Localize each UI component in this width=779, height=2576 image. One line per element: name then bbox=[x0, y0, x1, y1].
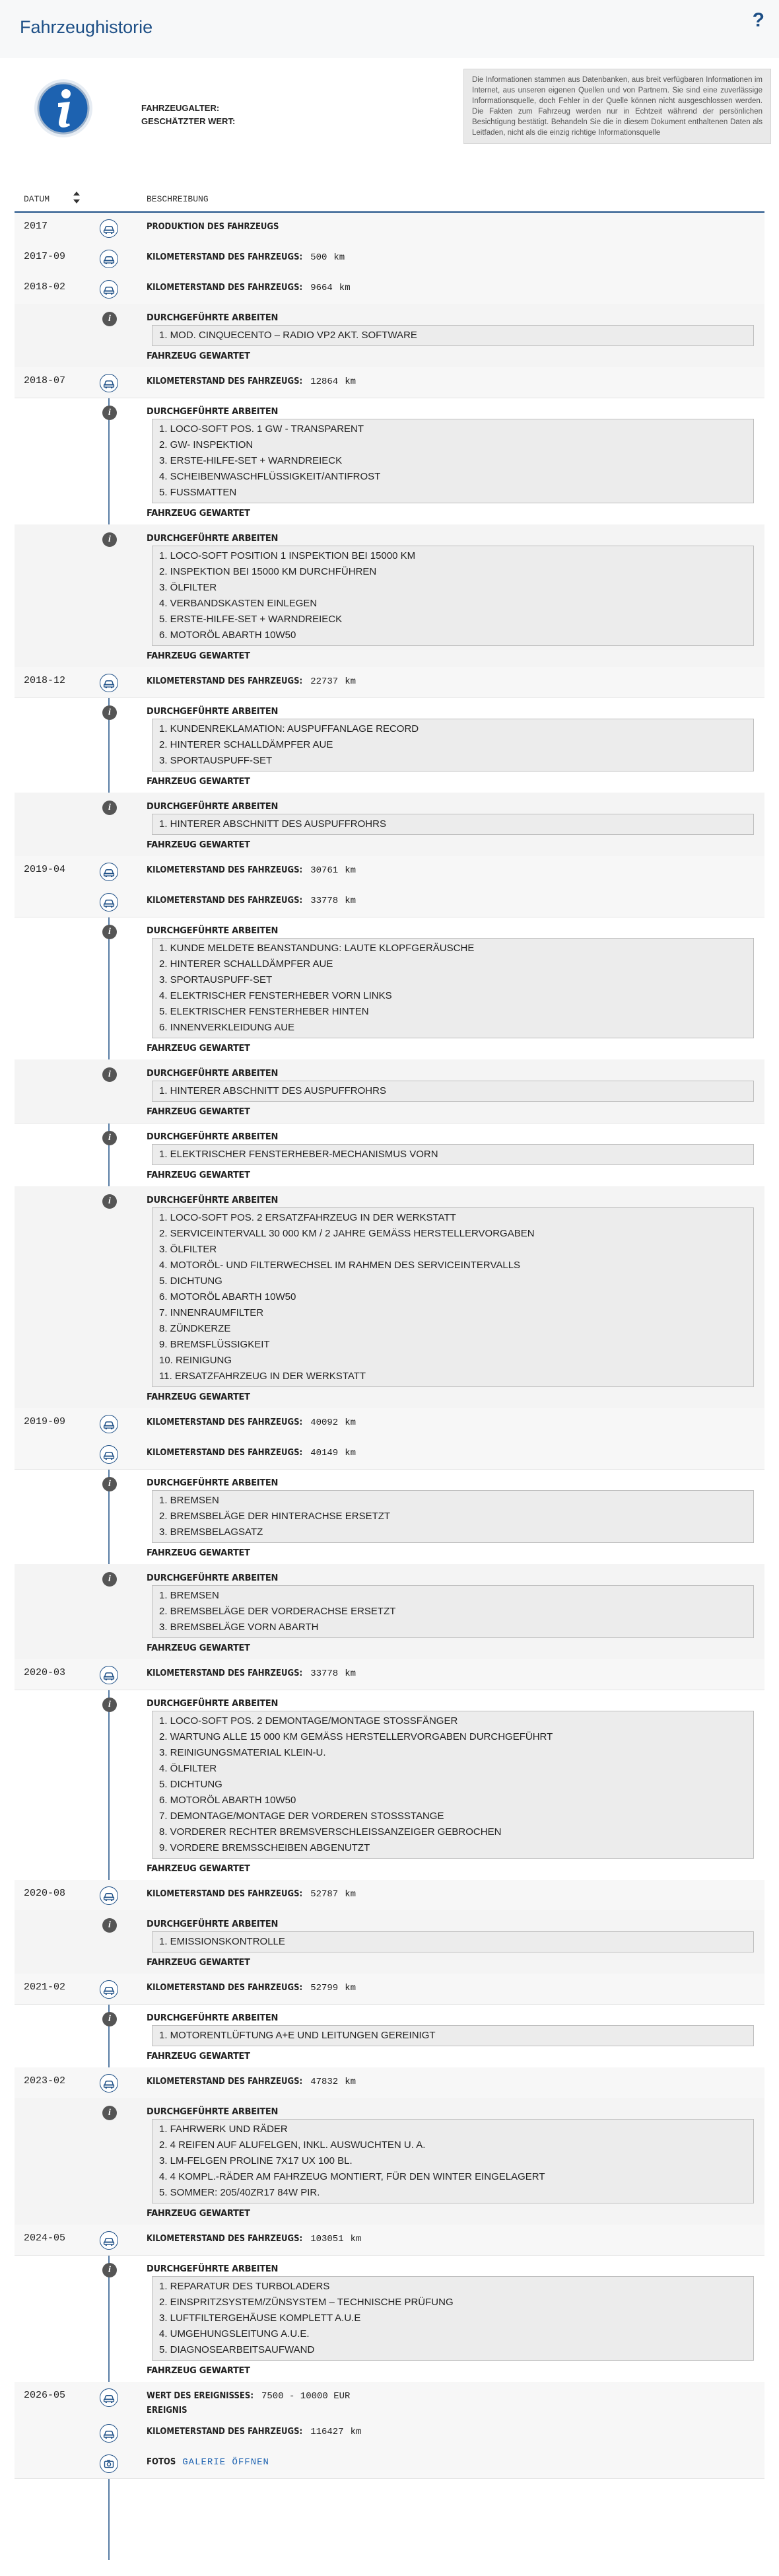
works-item: 11. ERSATZFAHRZEUG IN DER WERKSTATT bbox=[159, 1371, 366, 1382]
history-row bbox=[15, 856, 764, 887]
history-row bbox=[15, 1974, 764, 2005]
history-works-entry bbox=[15, 1469, 764, 1565]
works-item: 7. DEMONTAGE/MONTAGE DER VORDEREN STOSSSTANGE bbox=[159, 1810, 444, 1822]
serviced-label: FAHRZEUG GEWARTET bbox=[147, 1864, 250, 1874]
works-item: 5. DIAGNOSEARBEITSAUFWAND bbox=[159, 2344, 315, 2355]
mileage-unit: km bbox=[350, 2427, 362, 2437]
event-value: 7500 - 10000 EUR bbox=[261, 2391, 351, 2402]
history-row bbox=[15, 273, 764, 304]
history-works-entry bbox=[15, 1910, 764, 1974]
open-gallery-link[interactable]: GALERIE ÖFFNEN bbox=[182, 2457, 269, 2468]
car-node-icon bbox=[100, 250, 118, 268]
event-value-label: WERT DES EREIGNISSES: bbox=[147, 2391, 254, 2401]
works-item: 1. MOD. CINQUECENTO – RADIO VP2 AKT. SOFTWARE bbox=[159, 330, 417, 341]
info-icon: i bbox=[102, 312, 117, 326]
row-date: 2017 bbox=[24, 221, 48, 232]
serviced-label: FAHRZEUG GEWARTET bbox=[147, 1044, 250, 1054]
mileage-value: 500 bbox=[310, 252, 327, 263]
vehicle-age-label: FAHRZEUGALTER: bbox=[141, 103, 220, 113]
works-heading: DURCHGEFÜHRTE ARBEITEN bbox=[147, 534, 279, 544]
mileage-entry bbox=[147, 252, 345, 263]
works-list bbox=[152, 2276, 754, 2361]
serviced-label: FAHRZEUG GEWARTET bbox=[147, 1958, 250, 1968]
mileage-label: KILOMETERSTAND DES FAHRZEUGS: bbox=[147, 896, 303, 906]
car-node-icon bbox=[100, 2388, 118, 2407]
car-node-icon bbox=[100, 374, 118, 392]
works-list bbox=[152, 1490, 754, 1543]
works-list bbox=[152, 546, 754, 646]
works-item: 1. KUNDE MELDETE BEANSTANDUNG: LAUTE KLOPFGERÄUSCHE bbox=[159, 943, 475, 954]
works-item: 2. GW- INSPEKTION bbox=[159, 439, 254, 450]
header-bar bbox=[0, 0, 779, 58]
history-works-entry bbox=[15, 398, 764, 525]
works-item: 4. ELEKTRISCHER FENSTERHEBER VORN LINKS bbox=[159, 990, 392, 1001]
serviced-label: FAHRZEUG GEWARTET bbox=[147, 1643, 250, 1653]
works-item: 2. HINTERER SCHALLDÄMPFER AUE bbox=[159, 739, 333, 750]
works-item: 2. EINSPRITZSYSTEM/ZÜNSYSTEM – TECHNISCHE PRÜFUNG bbox=[159, 2297, 454, 2308]
row-date: 2021-02 bbox=[24, 1982, 66, 1993]
history-works-entry bbox=[15, 2098, 764, 2225]
mileage-label: KILOMETERSTAND DES FAHRZEUGS: bbox=[147, 283, 303, 293]
car-node-icon bbox=[100, 280, 118, 299]
history-works-entry bbox=[15, 1186, 764, 1409]
works-list bbox=[152, 2025, 754, 2046]
works-item: 8. ZÜNDKERZE bbox=[159, 1323, 231, 1334]
mileage-label: KILOMETERSTAND DES FAHRZEUGS: bbox=[147, 1417, 303, 1427]
works-item: 4. VERBANDSKASTEN EINLEGEN bbox=[159, 598, 318, 609]
car-node-icon bbox=[100, 219, 118, 238]
car-node-icon bbox=[100, 1666, 118, 1684]
works-heading: DURCHGEFÜHRTE ARBEITEN bbox=[147, 707, 279, 717]
disclaimer-box: Die Informationen stammen aus Datenbanken, aus breit verfügbaren Informationen im Internet, aus unseren eigenen Quellen und von Partnern. Sie sind eine zuverlässige Informationsquelle, doch Fehler in der Quelle können nicht ausgeschlossen werden. Die Fakten zum Fahrzeug werden nur in Echtzeit während der persönlichen Besichtigung bestätigt. Behandeln Sie die in diesem Dokument enthaltenen Daten als Leitfaden, nicht als die einzig richtige Informationsquelle bbox=[463, 69, 771, 144]
mileage-label: KILOMETERSTAND DES FAHRZEUGS: bbox=[147, 865, 303, 875]
works-item: 5. FUSSMATTEN bbox=[159, 487, 237, 498]
serviced-label: FAHRZEUG GEWARTET bbox=[147, 2366, 250, 2376]
mileage-unit: km bbox=[345, 865, 356, 876]
row-date: 2017-09 bbox=[24, 251, 66, 262]
works-item: 6. INNENVERKLEIDUNG AUE bbox=[159, 1022, 295, 1033]
mileage-label: KILOMETERSTAND DES FAHRZEUGS: bbox=[147, 676, 303, 686]
works-item: 3. SPORTAUSPUFF-SET bbox=[159, 974, 273, 985]
works-item: 4. 4 KOMPL.-RÄDER AM FAHRZEUG MONTIERT, FÜR DEN WINTER EINGELAGERT bbox=[159, 2171, 545, 2182]
car-node-icon bbox=[100, 893, 118, 912]
works-list bbox=[152, 325, 754, 346]
history-row bbox=[15, 1880, 764, 1911]
car-node-icon bbox=[100, 1445, 118, 1464]
works-list bbox=[152, 1144, 754, 1165]
works-item: 2. HINTERER SCHALLDÄMPFER AUE bbox=[159, 958, 333, 970]
works-item: 3. LM-FELGEN PROLINE 7X17 UX 100 BL. bbox=[159, 2155, 353, 2166]
info-icon: i bbox=[102, 532, 117, 547]
mileage-value: 47832 bbox=[310, 2077, 339, 2087]
works-heading: DURCHGEFÜHRTE ARBEITEN bbox=[147, 1069, 279, 1079]
mileage-entry bbox=[147, 865, 356, 876]
history-row bbox=[15, 1408, 764, 1439]
history-works-entry bbox=[15, 2004, 764, 2068]
info-icon: i bbox=[102, 1131, 117, 1145]
works-item: 3. ÖLFILTER bbox=[159, 1244, 217, 1255]
works-heading: DURCHGEFÜHRTE ARBEITEN bbox=[147, 1699, 279, 1709]
mileage-unit: km bbox=[345, 1668, 356, 1679]
mileage-label: KILOMETERSTAND DES FAHRZEUGS: bbox=[147, 2234, 303, 2244]
mileage-value: 33778 bbox=[310, 896, 339, 906]
works-item: 1. FAHRWERK UND RÄDER bbox=[159, 2124, 288, 2135]
info-icon: i bbox=[102, 1918, 117, 1933]
works-heading: DURCHGEFÜHRTE ARBEITEN bbox=[147, 926, 279, 936]
info-icon: i bbox=[102, 705, 117, 720]
info-logo-icon bbox=[33, 78, 94, 139]
works-item: 2. INSPEKTION BEI 15000 KM DURCHFÜHREN bbox=[159, 566, 377, 577]
mileage-unit: km bbox=[345, 1417, 356, 1428]
works-heading: DURCHGEFÜHRTE ARBEITEN bbox=[147, 1132, 279, 1142]
info-icon: i bbox=[102, 2263, 117, 2277]
row-date: 2024-05 bbox=[24, 2233, 66, 2244]
mileage-unit: km bbox=[345, 1983, 356, 1993]
history-works-entry bbox=[15, 1059, 764, 1124]
mileage-value: 52787 bbox=[310, 1889, 339, 1900]
works-item: 1. HINTERER ABSCHNITT DES AUSPUFFROHRS bbox=[159, 1085, 386, 1096]
works-item: 3. LUFTFILTERGEHÄUSE KOMPLETT A.U.E bbox=[159, 2312, 361, 2324]
works-heading: DURCHGEFÜHRTE ARBEITEN bbox=[147, 1196, 279, 1205]
history-works-entry bbox=[15, 1690, 764, 1880]
serviced-label: FAHRZEUG GEWARTET bbox=[147, 777, 250, 787]
mileage-value: 9664 bbox=[310, 283, 333, 293]
description-column-header: BESCHREIBUNG bbox=[147, 194, 209, 204]
works-list bbox=[152, 1711, 754, 1859]
mileage-label: KILOMETERSTAND DES FAHRZEUGS: bbox=[147, 252, 303, 262]
row-date: 2019-09 bbox=[24, 1416, 66, 1427]
works-heading: DURCHGEFÜHRTE ARBEITEN bbox=[147, 2264, 279, 2274]
history-row bbox=[15, 2067, 764, 2098]
serviced-label: FAHRZEUG GEWARTET bbox=[147, 1170, 250, 1180]
works-list bbox=[152, 1081, 754, 1102]
works-heading: DURCHGEFÜHRTE ARBEITEN bbox=[147, 1478, 279, 1488]
row-date: 2026-05 bbox=[24, 2390, 66, 2401]
mileage-entry bbox=[147, 676, 356, 687]
works-item: 1. ELEKTRISCHER FENSTERHEBER-MECHANISMUS VORN bbox=[159, 1149, 438, 1160]
page-title: Fahrzeughistorie bbox=[20, 17, 153, 37]
mileage-unit: km bbox=[345, 1448, 356, 1458]
history-works-entry bbox=[15, 698, 764, 793]
info-icon: i bbox=[102, 1194, 117, 1209]
mileage-entry bbox=[147, 1668, 356, 1679]
car-node-icon bbox=[100, 2074, 118, 2093]
car-node-icon bbox=[100, 2424, 118, 2443]
serviced-label: FAHRZEUG GEWARTET bbox=[147, 2052, 250, 2061]
works-item: 1. LOCO-SOFT POS. 2 DEMONTAGE/MONTAGE STOSSFÄNGER bbox=[159, 1715, 458, 1727]
works-list bbox=[152, 938, 754, 1038]
works-list bbox=[152, 2119, 754, 2203]
works-item: 6. MOTORÖL ABARTH 10W50 bbox=[159, 1795, 296, 1806]
info-icon: i bbox=[102, 801, 117, 815]
history-row bbox=[15, 367, 764, 398]
works-item: 2. 4 REIFEN AUF ALUFELGEN, INKL. AUSWUCHTEN U. A. bbox=[159, 2139, 426, 2151]
works-list bbox=[152, 814, 754, 835]
mileage-value: 22737 bbox=[310, 676, 339, 687]
vehicle-summary bbox=[141, 102, 235, 128]
mileage-value: 116427 bbox=[310, 2427, 344, 2437]
works-heading: DURCHGEFÜHRTE ARBEITEN bbox=[147, 802, 279, 812]
works-item: 8. VORDERER RECHTER BREMSVERSCHLEISSANZEIGER GEBROCHEN bbox=[159, 1826, 502, 1838]
works-list bbox=[152, 719, 754, 771]
works-item: 4. SCHEIBENWASCHFLÜSSIGKEIT/ANTIFROST bbox=[159, 471, 381, 482]
works-item: 3. SPORTAUSPUFF-SET bbox=[159, 755, 273, 766]
works-item: 1. BREMSEN bbox=[159, 1495, 219, 1506]
works-item: 1. LOCO-SOFT POSITION 1 INSPEKTION BEI 15000 KM bbox=[159, 550, 416, 561]
info-icon: i bbox=[102, 1067, 117, 1082]
mileage-value: 12864 bbox=[310, 376, 339, 387]
car-node-icon bbox=[100, 1415, 118, 1433]
mileage-label: KILOMETERSTAND DES FAHRZEUGS: bbox=[147, 2427, 303, 2437]
mileage-label: KILOMETERSTAND DES FAHRZEUGS: bbox=[147, 1889, 303, 1899]
works-item: 1. LOCO-SOFT POS. 1 GW - TRANSPARENT bbox=[159, 423, 364, 435]
history-row bbox=[15, 1439, 764, 1470]
works-heading: DURCHGEFÜHRTE ARBEITEN bbox=[147, 313, 279, 323]
photos-entry bbox=[147, 2457, 269, 2468]
works-item: 10. REINIGUNG bbox=[159, 1355, 232, 1366]
row-date: 2020-03 bbox=[24, 1667, 66, 1678]
photos-label: FOTOS bbox=[147, 2457, 176, 2467]
works-heading: DURCHGEFÜHRTE ARBEITEN bbox=[147, 1919, 279, 1929]
car-node-icon bbox=[100, 1886, 118, 1905]
mileage-entry bbox=[147, 2234, 361, 2244]
history-works-entry bbox=[15, 1564, 764, 1660]
info-icon: i bbox=[102, 925, 117, 939]
mileage-entry bbox=[147, 283, 351, 293]
works-item: 5. DICHTUNG bbox=[159, 1275, 222, 1287]
history-works-entry bbox=[15, 1123, 764, 1187]
serviced-label: FAHRZEUG GEWARTET bbox=[147, 1107, 250, 1117]
works-heading: DURCHGEFÜHRTE ARBEITEN bbox=[147, 2013, 279, 2023]
mileage-unit: km bbox=[345, 1889, 356, 1900]
works-item: 3. ÖLFILTER bbox=[159, 582, 217, 593]
production-label: PRODUKTION DES FAHRZEUGS bbox=[147, 222, 279, 232]
history-row bbox=[15, 213, 764, 244]
info-icon: i bbox=[102, 1698, 117, 1712]
history-works-entry bbox=[15, 2255, 764, 2382]
row-date: 2018-02 bbox=[24, 281, 66, 293]
car-node-icon bbox=[100, 674, 118, 692]
mileage-entry bbox=[147, 1983, 356, 1993]
mileage-entry bbox=[147, 1448, 356, 1458]
works-item: 4. UMGEHUNGSLEITUNG A.U.E. bbox=[159, 2328, 310, 2340]
works-item: 1. LOCO-SOFT POS. 2 ERSATZFAHRZEUG IN DER WERKSTATT bbox=[159, 1212, 456, 1223]
estimated-value-label: GESCHÄTZTER WERT: bbox=[141, 116, 236, 126]
serviced-label: FAHRZEUG GEWARTET bbox=[147, 840, 250, 850]
history-row bbox=[15, 2448, 764, 2479]
car-node-icon bbox=[100, 863, 118, 881]
car-node-icon bbox=[100, 1980, 118, 1999]
mileage-value: 52799 bbox=[310, 1983, 339, 1993]
history-works-entry bbox=[15, 917, 764, 1060]
mileage-entry bbox=[147, 376, 356, 387]
mileage-label: KILOMETERSTAND DES FAHRZEUGS: bbox=[147, 376, 303, 386]
history-row bbox=[15, 243, 764, 274]
mileage-entry bbox=[147, 2077, 356, 2087]
event-entry bbox=[147, 2391, 350, 2415]
history-row bbox=[15, 2382, 764, 2418]
mileage-value: 33778 bbox=[310, 1668, 339, 1679]
works-item: 1. KUNDENREKLAMATION: AUSPUFFANLAGE RECORD bbox=[159, 723, 419, 734]
info-icon: i bbox=[102, 406, 117, 420]
serviced-label: FAHRZEUG GEWARTET bbox=[147, 651, 250, 661]
row-date: 2019-04 bbox=[24, 864, 66, 875]
works-item: 5. DICHTUNG bbox=[159, 1779, 222, 1790]
mileage-label: KILOMETERSTAND DES FAHRZEUGS: bbox=[147, 2077, 303, 2087]
works-item: 5. SOMMER: 205/40ZR17 84W PIR. bbox=[159, 2187, 320, 2198]
info-icon: i bbox=[102, 1477, 117, 1491]
sort-icon[interactable] bbox=[71, 190, 82, 205]
serviced-label: FAHRZEUG GEWARTET bbox=[147, 2209, 250, 2219]
works-heading: DURCHGEFÜHRTE ARBEITEN bbox=[147, 1573, 279, 1583]
history-row bbox=[15, 2225, 764, 2256]
mileage-value: 30761 bbox=[310, 865, 339, 876]
mileage-unit: km bbox=[345, 676, 356, 687]
mileage-label: KILOMETERSTAND DES FAHRZEUGS: bbox=[147, 1983, 303, 1993]
mileage-label: KILOMETERSTAND DES FAHRZEUGS: bbox=[147, 1448, 303, 1458]
works-item: 7. INNENRAUMFILTER bbox=[159, 1307, 264, 1318]
history-row bbox=[15, 1659, 764, 1690]
works-item: 5. ELEKTRISCHER FENSTERHEBER HINTEN bbox=[159, 1006, 369, 1017]
history-table-header bbox=[15, 185, 764, 213]
mileage-unit: km bbox=[339, 283, 351, 293]
info-icon: i bbox=[102, 1572, 117, 1587]
mileage-unit: km bbox=[345, 896, 356, 906]
works-item: 9. BREMSFLÜSSIGKEIT bbox=[159, 1339, 270, 1350]
works-item: 9. VORDERE BREMSSCHEIBEN ABGENUTZT bbox=[159, 1842, 370, 1853]
works-item: 3. ERSTE-HILFE-SET + WARNDREIECK bbox=[159, 455, 343, 466]
works-heading: DURCHGEFÜHRTE ARBEITEN bbox=[147, 2107, 279, 2117]
works-item: 4. MOTORÖL- UND FILTERWECHSEL IM RAHMEN DES SERVICEINTERVALLS bbox=[159, 1260, 521, 1271]
works-item: 3. BREMSBELAGSATZ bbox=[159, 1526, 263, 1538]
works-item: 2. BREMSBELÄGE DER VORDERACHSE ERSETZT bbox=[159, 1606, 396, 1617]
works-item: 2. BREMSBELÄGE DER HINTERACHSE ERSETZT bbox=[159, 1511, 391, 1522]
history-works-entry bbox=[15, 524, 764, 668]
works-item: 6. MOTORÖL ABARTH 10W50 bbox=[159, 629, 296, 641]
works-heading: DURCHGEFÜHRTE ARBEITEN bbox=[147, 407, 279, 417]
mileage-unit: km bbox=[345, 2077, 356, 2087]
mileage-entry bbox=[147, 2427, 361, 2437]
mileage-label: KILOMETERSTAND DES FAHRZEUGS: bbox=[147, 1668, 303, 1678]
row-date: 2023-02 bbox=[24, 2075, 66, 2087]
row-date: 2020-08 bbox=[24, 1888, 66, 1899]
works-item: 3. REINIGUNGSMATERIAL KLEIN-U. bbox=[159, 1747, 326, 1758]
works-item: 1. HINTERER ABSCHNITT DES AUSPUFFROHRS bbox=[159, 818, 386, 830]
works-list bbox=[152, 419, 754, 503]
mileage-unit: km bbox=[345, 376, 356, 387]
history-works-entry bbox=[15, 793, 764, 857]
help-icon[interactable]: ? bbox=[752, 9, 764, 31]
mileage-entry bbox=[147, 1889, 356, 1900]
mileage-value: 40092 bbox=[310, 1417, 339, 1428]
mileage-unit: km bbox=[350, 2234, 362, 2244]
camera-icon bbox=[100, 2454, 118, 2473]
mileage-value: 40149 bbox=[310, 1448, 339, 1458]
works-item: 2. SERVICEINTERVALL 30 000 KM / 2 JAHRE GEMÄSS HERSTELLERVORGABEN bbox=[159, 1228, 535, 1239]
mileage-entry bbox=[147, 1417, 356, 1428]
mileage-entry bbox=[147, 896, 356, 906]
works-item: 6. MOTORÖL ABARTH 10W50 bbox=[159, 1291, 296, 1303]
serviced-label: FAHRZEUG GEWARTET bbox=[147, 1392, 250, 1402]
works-item: 1. BREMSEN bbox=[159, 1590, 219, 1601]
history-row bbox=[15, 667, 764, 698]
row-date: 2018-12 bbox=[24, 675, 66, 686]
works-item: 3. BREMSBELÄGE VORN ABARTH bbox=[159, 1622, 319, 1633]
car-node-icon bbox=[100, 2231, 118, 2250]
date-column-header[interactable]: DATUM bbox=[24, 194, 50, 204]
info-icon: i bbox=[102, 2106, 117, 2120]
serviced-label: FAHRZEUG GEWARTET bbox=[147, 1548, 250, 1558]
works-item: 1. MOTORENTLÜFTUNG A+E UND LEITUNGEN GEREINIGT bbox=[159, 2030, 436, 2041]
history-row bbox=[15, 2417, 764, 2449]
mileage-unit: km bbox=[333, 252, 345, 263]
history-works-entry bbox=[15, 304, 764, 368]
works-item: 4. ÖLFILTER bbox=[159, 1763, 217, 1774]
works-item: 2. WARTUNG ALLE 15 000 KM GEMÄSS HERSTELLERVORGABEN DURCHGEFÜHRT bbox=[159, 1731, 553, 1742]
history-row bbox=[15, 886, 764, 917]
works-list bbox=[152, 1585, 754, 1638]
event-label: EREIGNIS bbox=[147, 2406, 187, 2415]
row-date: 2018-07 bbox=[24, 375, 66, 386]
works-item: 1. REPARATUR DES TURBOLADERS bbox=[159, 2281, 330, 2292]
mileage-value: 103051 bbox=[310, 2234, 344, 2244]
works-item: 1. EMISSIONSKONTROLLE bbox=[159, 1936, 285, 1947]
info-icon: i bbox=[102, 2012, 117, 2026]
vehicle-info bbox=[15, 65, 764, 177]
works-item: 5. ERSTE-HILFE-SET + WARNDREIECK bbox=[159, 614, 343, 625]
serviced-label: FAHRZEUG GEWARTET bbox=[147, 509, 250, 519]
works-list bbox=[152, 1207, 754, 1387]
works-list bbox=[152, 1931, 754, 1952]
serviced-label: FAHRZEUG GEWARTET bbox=[147, 351, 250, 361]
